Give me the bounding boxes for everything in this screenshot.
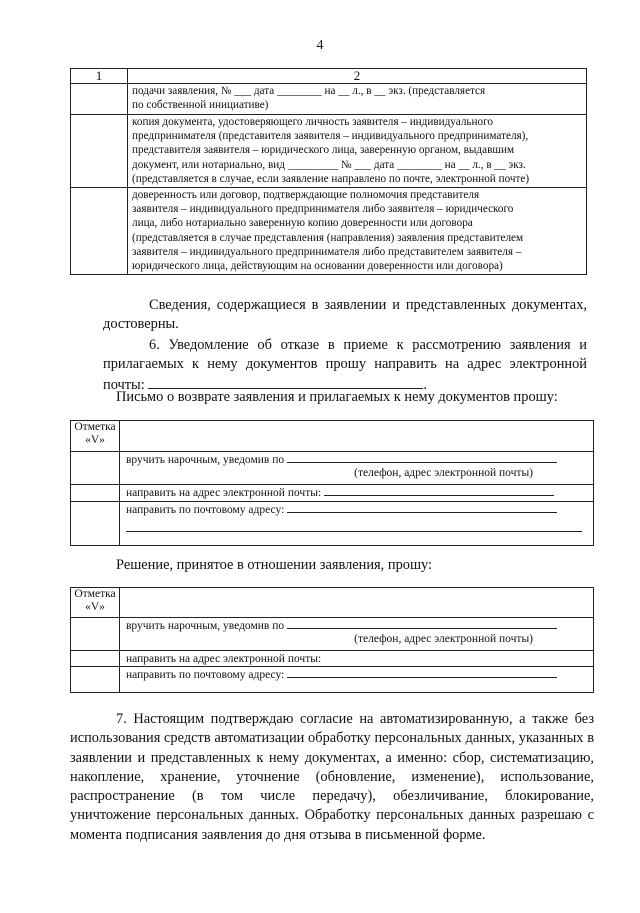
decision-options-table [70, 587, 594, 693]
doc-text-line: представителя заявителя – юридического лица, заверенную органом, выдавшим [132, 144, 515, 157]
decision-caption: Решение, принятое в отношении заявления, прошу: [116, 557, 433, 573]
table-row [71, 188, 587, 275]
doc-text-line: (представляется в случае представления (направления) заявления представителем [132, 231, 524, 244]
doc-text-line: документ, или нотариально, вид _________ № ___ дата ________ на __ л., в __ экз. [132, 158, 526, 171]
email-option [120, 485, 594, 502]
courier-contact-line[interactable] [287, 628, 557, 629]
mark-cell[interactable] [71, 84, 128, 115]
mark-cell[interactable] [71, 452, 120, 485]
doc-text-line: копия документа, удостоверяющего личность заявителя – индивидуального [132, 116, 493, 128]
mark-header: Отметка «V» [71, 421, 120, 452]
table-row [71, 651, 594, 667]
courier-option-label: вручить нарочным, уведомив по [126, 620, 285, 632]
courier-option [120, 452, 594, 485]
courier-contact-hint: (телефон, адрес электронной почты) [354, 633, 533, 645]
documents-table [70, 68, 587, 275]
post-address-line[interactable] [126, 531, 582, 532]
header-col-1: 1 [71, 69, 128, 84]
doc-text-line: (представляется в случае, если заявление направлено по почте, электронной почте) [132, 172, 530, 185]
reliability-statement [103, 296, 587, 334]
table-row [71, 84, 587, 115]
mark-header: Отметка «V» [71, 588, 120, 618]
mark-cell[interactable] [71, 485, 120, 502]
table-row [71, 588, 594, 618]
mark-cell[interactable] [71, 667, 120, 693]
mark-cell[interactable] [71, 618, 120, 651]
doc-description [128, 115, 587, 188]
post-option-label: направить по почтовому адресу: [126, 669, 285, 681]
table-row [71, 667, 594, 693]
doc-text-line: лица, либо нотариально заверенную копию доверенности или договора [132, 217, 473, 230]
email-fill-line[interactable] [148, 374, 423, 389]
courier-contact-line[interactable] [287, 462, 557, 463]
paragraph-7-text: 7. Настоящим подтверждаю согласие на автоматизированную, а также без использования средств автоматизации обработку персональных данных, указанных в заявлении и представленных к нему документах, а именно: сбор, систематизацию, накопление, хранение, уточнение (обновление, изменение), использование, распространение (в том числе передачу), обезличивание, блокирование, уничтожение персональных данных. Обработку персональных данных разрешаю с момента подписания заявления до дня отзыва в письменной форме. [70, 711, 594, 843]
table-row [71, 452, 594, 485]
mark-cell[interactable] [71, 115, 128, 188]
empty-header-cell [120, 588, 594, 618]
paragraph-6 [103, 336, 587, 395]
table-row [71, 485, 594, 502]
table-row [71, 115, 587, 188]
email-line[interactable] [324, 495, 554, 496]
table-header-row [71, 69, 587, 84]
table-row [71, 502, 594, 546]
post-option [120, 502, 594, 546]
mark-cell[interactable] [71, 651, 120, 667]
doc-text-line: заявителя – индивидуального предпринимателя либо представителем заявителя – [132, 245, 522, 258]
mark-cell[interactable] [71, 502, 120, 546]
email-option-label: направить на адрес электронной почты: [126, 653, 322, 665]
doc-text-line: по собственной инициативе) [132, 99, 269, 112]
doc-description [128, 188, 587, 275]
post-option [120, 667, 594, 693]
doc-description [128, 84, 587, 115]
doc-text-line: предпринимателя (представителя заявителя – индивидуального предпринимателя), [132, 130, 529, 143]
letter-return-caption: Письмо о возврате заявления и прилагаемых к нему документов прошу: [116, 389, 558, 405]
post-address-line[interactable] [287, 512, 557, 513]
post-address-line[interactable] [287, 677, 557, 678]
email-option-label: направить на адрес электронной почты: [126, 487, 322, 499]
doc-text-line: доверенность или договор, подтверждающие полномочия представителя [132, 189, 480, 201]
letter-return-options-table [70, 420, 594, 546]
doc-text-line: подачи заявления, № ___ дата ________ на __ л., в __ экз. (представляется [132, 85, 486, 97]
courier-option-label: вручить нарочным, уведомив по [126, 454, 285, 466]
reliability-text: Сведения, содержащиеся в заявлении и представленных документах, достоверны. [103, 297, 587, 332]
doc-text-line: заявителя – индивидуального предпринимателя либо заявителя – юридического [132, 203, 514, 216]
paragraph-7 [70, 710, 594, 845]
table-row [71, 618, 594, 651]
mark-cell[interactable] [71, 188, 128, 275]
courier-contact-hint: (телефон, адрес электронной почты) [354, 467, 533, 479]
courier-option [120, 618, 594, 651]
email-option [120, 651, 594, 667]
table-row [71, 421, 594, 452]
header-col-2: 2 [128, 69, 587, 84]
paragraph-6-text: 6. Уведомление об отказе в приеме к рассмотрению заявления и прилагаемых к нему документов прошу направить на адрес электронной почты: [103, 337, 587, 393]
page-number: 4 [316, 38, 324, 53]
paragraph-6-end: . [423, 377, 427, 393]
doc-text-line: юридического лица, действующим на основании доверенности или договора) [132, 260, 503, 273]
post-option-label: направить по почтовому адресу: [126, 504, 285, 516]
empty-header-cell [120, 421, 594, 452]
